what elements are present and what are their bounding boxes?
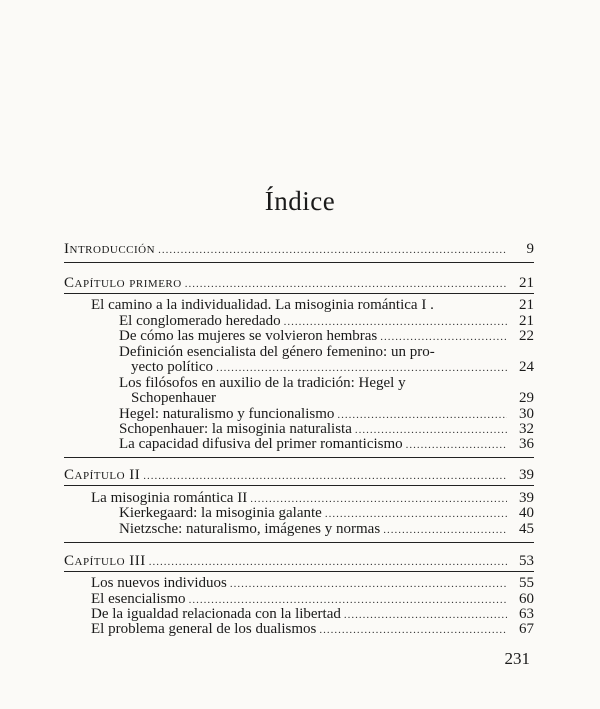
toc-label: Kierkegaard: la misoginia galante [119,505,322,521]
toc-page-number: 22 [519,328,534,344]
toc-page-number: 32 [519,421,534,437]
toc-entry-kierkegaard[interactable] [119,506,534,522]
toc-entry-capitulo-ii[interactable] [64,468,534,484]
toc-entry-capacidad-difusiva[interactable] [119,437,534,453]
toc-page-number: 21 [519,313,534,329]
section-divider [64,542,534,543]
toc-label: De la igualdad relacionada con la libertad [91,606,341,622]
toc-entry-definicion-line1[interactable]: Definición esencialista del género femenino: un pro- [119,344,435,360]
toc-label: La capacidad difusiva del primer romanticismo [119,436,403,452]
toc-entry-capitulo-iii[interactable] [64,554,534,570]
dot-leader [406,438,507,453]
dot-leader [344,608,507,623]
toc-label: El camino a la individualidad. La misoginia romántica I . [91,297,434,313]
toc-page-number: 36 [519,436,534,452]
toc-page-number: 9 [526,241,534,257]
page-title: Índice [264,186,336,216]
toc-label: Introducción [64,241,156,257]
toc-label: El problema general de los dualismos [91,621,317,637]
section-divider [64,457,534,458]
toc-label: Capítulo II [64,467,141,483]
toc-entry-definicion-line2[interactable] [131,360,534,376]
toc-label: Hegel: naturalismo y funcionalismo [119,406,335,422]
dot-leader [319,623,507,638]
toc-label: La misoginia romántica II [91,490,248,506]
dot-leader [216,361,507,376]
dot-leader [383,523,507,538]
toc-page-number: 24 [519,359,534,375]
dot-leader [158,243,507,258]
dot-leader [230,577,507,592]
section-divider [64,571,534,572]
page-folio-number: 231 [504,649,530,668]
toc-label: Schopenhauer: la misoginia naturalista [119,421,352,437]
toc-label: Los nuevos individuos [91,575,227,591]
toc-page-number: 30 [519,406,534,422]
toc-entry-capitulo-primero[interactable] [64,276,534,292]
section-divider [64,293,534,294]
toc-entry-filosofos-line1[interactable]: Los filósofos en auxilio de la tradición: Hegel y [119,375,406,391]
toc-page-number: 53 [519,553,534,569]
toc-label: El conglomerado heredado [119,313,281,329]
toc-page-number: 39 [519,467,534,483]
toc-page-number: 67 [519,621,534,637]
toc-label: Nietzsche: naturalismo, imágenes y normas [119,521,381,537]
toc-page-number: 21 [519,297,534,313]
toc-label: Capítulo primero [64,275,182,291]
dot-leader [337,408,507,423]
toc-page-number: 39 [519,490,534,506]
section-divider [64,262,534,263]
toc-page-number: 45 [519,521,534,537]
dot-leader [325,507,507,522]
section-divider [64,485,534,486]
toc-page-number: 40 [519,505,534,521]
toc-page-number: 60 [519,591,534,607]
toc-entry-nietzsche[interactable] [119,522,534,538]
toc-entry-camino-individualidad[interactable] [91,298,534,314]
toc-entry-nuevos-individuos[interactable] [91,576,534,592]
dot-leader [380,330,507,345]
dot-leader [143,469,507,484]
toc-label: De cómo las mujeres se volvieron hembras [119,328,378,344]
toc-page-number: 55 [519,575,534,591]
dot-leader [149,555,507,570]
toc-entry-filosofos-line2[interactable] [131,391,534,407]
toc-label: yecto político [131,359,214,375]
toc-label: Schopenhauer [131,390,216,406]
toc-label: El esencialismo [91,591,186,607]
toc-label: Capítulo III [64,553,146,569]
toc-entry-introduccion[interactable] [64,242,534,258]
toc-entry-mujeres-hembras[interactable] [119,329,534,345]
toc-page-number: 21 [519,275,534,291]
toc-page-number: 63 [519,606,534,622]
dot-leader [185,277,507,292]
toc-page-number: 29 [519,390,534,406]
toc-entry-dualismos[interactable] [91,622,534,638]
